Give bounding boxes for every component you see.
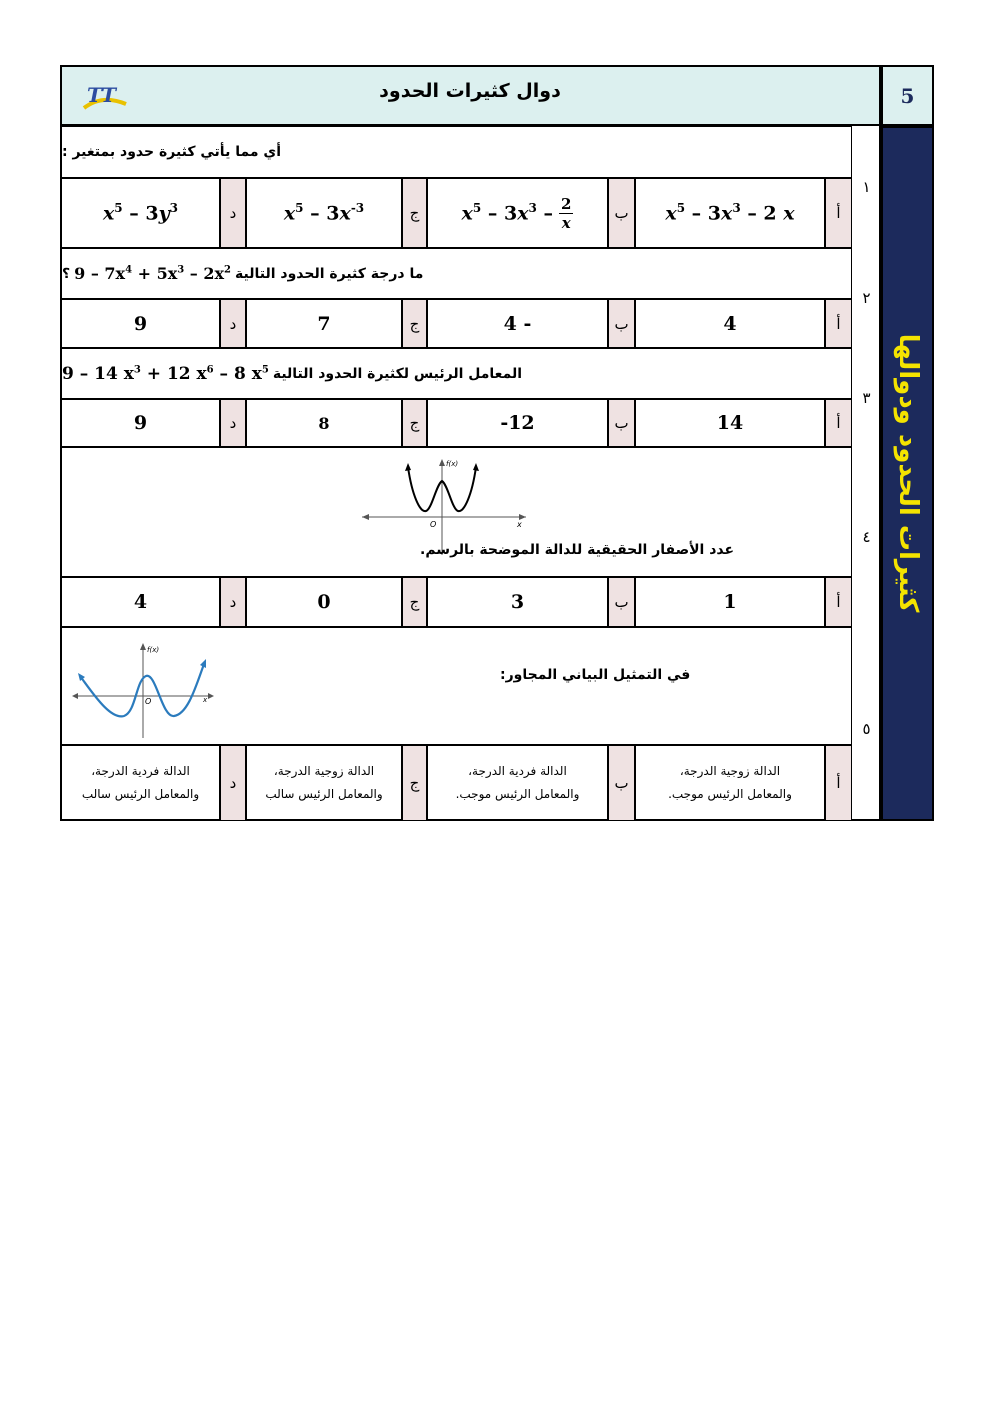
q4-option-c[interactable]: 0 (246, 577, 402, 627)
question-3-number: ٣ (862, 388, 871, 407)
q2-letter-c[interactable]: ج (402, 299, 427, 348)
q5-option-c-line2: والمعامل الرئيس سالب (265, 787, 383, 801)
q1-letter-b[interactable]: ب (608, 178, 635, 248)
q2-option-b[interactable]: 4 - (427, 299, 608, 348)
q5-letter-c[interactable]: ج (402, 745, 427, 821)
q4-letter-d[interactable]: د (220, 577, 246, 627)
q5-graph-origin-label: O (145, 697, 152, 706)
question-4-text: عدد الأصفار الحقيقية للدالة الموضحة بالرسم. (420, 542, 735, 558)
q5-option-a[interactable] (635, 745, 825, 821)
q1-letter-c[interactable]: ج (402, 178, 427, 248)
question-1-number: ١ (862, 178, 871, 196)
question-5-graph (70, 640, 220, 740)
q5-option-c[interactable] (246, 745, 402, 821)
q1-fraction-numerator: 2 (561, 194, 572, 213)
question-2-text: ما درجة كثيرة الحدود التالية $9 - 7x^4 + 5x^3 - 2x^2$ ؟ (60, 248, 852, 299)
q5-option-b[interactable] (427, 745, 608, 821)
unit-number-box (881, 65, 934, 126)
q1-option-b[interactable]: $x^5 - 3x^3$ – $\frac{2}{x}$ (427, 178, 608, 248)
q5-graph-x-label: x (203, 696, 208, 704)
q3-option-d[interactable]: 9 (60, 399, 220, 447)
question-3-text: المعامل الرئيس لكثيرة الحدود التالية 9 – 14 $x^3 + 12$ $x^6 - 8$ $x^5$ (60, 348, 852, 399)
question-2-number: ٢ (862, 289, 871, 307)
q5-option-d-line1: الدالة فردية الدرجة، (91, 763, 190, 778)
q3-option-a[interactable]: 14 (635, 399, 825, 447)
q4-option-a[interactable]: 1 (635, 577, 825, 627)
q1-fraction-denominator: x (561, 213, 571, 232)
q5-letter-b[interactable]: ب (608, 745, 635, 821)
q4-letter-b[interactable]: ب (608, 577, 635, 627)
q1-option-a[interactable]: $x^5 - 3x^3 - 2$ x (635, 178, 825, 248)
q3-letter-b[interactable]: ب (608, 399, 635, 447)
q5-option-a-line2: والمعامل الرئيس موجب. (668, 787, 792, 801)
q4-option-b[interactable]: 3 (427, 577, 608, 627)
q2-option-d[interactable]: 9 (60, 299, 220, 348)
unit-number: 5 (900, 83, 915, 108)
q1-option-d[interactable]: $x^5 - 3y^3$ (60, 178, 220, 248)
q4-graph-origin-label: O (430, 520, 437, 529)
q4-letter-a[interactable]: أ (825, 577, 852, 627)
q5-option-b-line2: والمعامل الرئيس موجب. (455, 787, 580, 801)
page-title: دوال كثيرات الحدود (379, 80, 561, 102)
q2-letter-b[interactable]: ب (608, 299, 635, 348)
q4-graph-x-label: x (517, 520, 522, 529)
q5-option-d[interactable] (60, 745, 220, 821)
logo (80, 78, 130, 118)
q5-option-d-line2: والمعامل الرئيس سالب (81, 786, 200, 801)
q2-letter-d[interactable]: د (220, 299, 246, 348)
question-4-number: ٤ (862, 528, 871, 546)
logo-text: TT (87, 83, 117, 107)
q1-letter-a[interactable]: أ (825, 178, 852, 248)
q3-letter-d[interactable]: د (220, 399, 246, 447)
q3-letter-a[interactable]: أ (825, 399, 852, 447)
q2-option-c[interactable]: 7 (246, 299, 402, 348)
q5-letter-a[interactable]: أ (825, 745, 852, 821)
q4-graph-fx-label: f(x) (446, 460, 459, 468)
question-1-text: أي مما يأتي كثيرة حدود بمتغير : (60, 126, 852, 178)
q2-letter-a[interactable]: أ (825, 299, 852, 348)
q5-option-c-line1: الدالة زوجية الدرجة، (273, 764, 375, 779)
question-5-text: في التمثيل البياني المجاور: (500, 667, 691, 683)
q1-letter-d[interactable]: د (220, 178, 246, 248)
q5-graph-fx-label: f(x) (147, 646, 160, 654)
q5-letter-d[interactable]: د (220, 745, 246, 821)
q5-option-b-line1: الدالة فردية الدرجة، (468, 764, 567, 779)
question-5-number: ٥ (862, 720, 871, 738)
side-title: كثيرات الحدود ودوالها (893, 333, 923, 613)
q3-option-b[interactable]: -12 (427, 399, 608, 447)
q2-option-a[interactable]: 4 (635, 299, 825, 348)
q3-letter-c[interactable]: ج (402, 399, 427, 447)
q4-option-d[interactable]: 4 (60, 577, 220, 627)
q4-letter-c[interactable]: ج (402, 577, 427, 627)
q1-option-c[interactable]: $x^5 - 3x^{-3}$ (246, 178, 402, 248)
q5-option-a-line1: الدالة زوجية الدرجة، (679, 764, 781, 779)
q3-option-c[interactable]: 8 (246, 399, 402, 447)
